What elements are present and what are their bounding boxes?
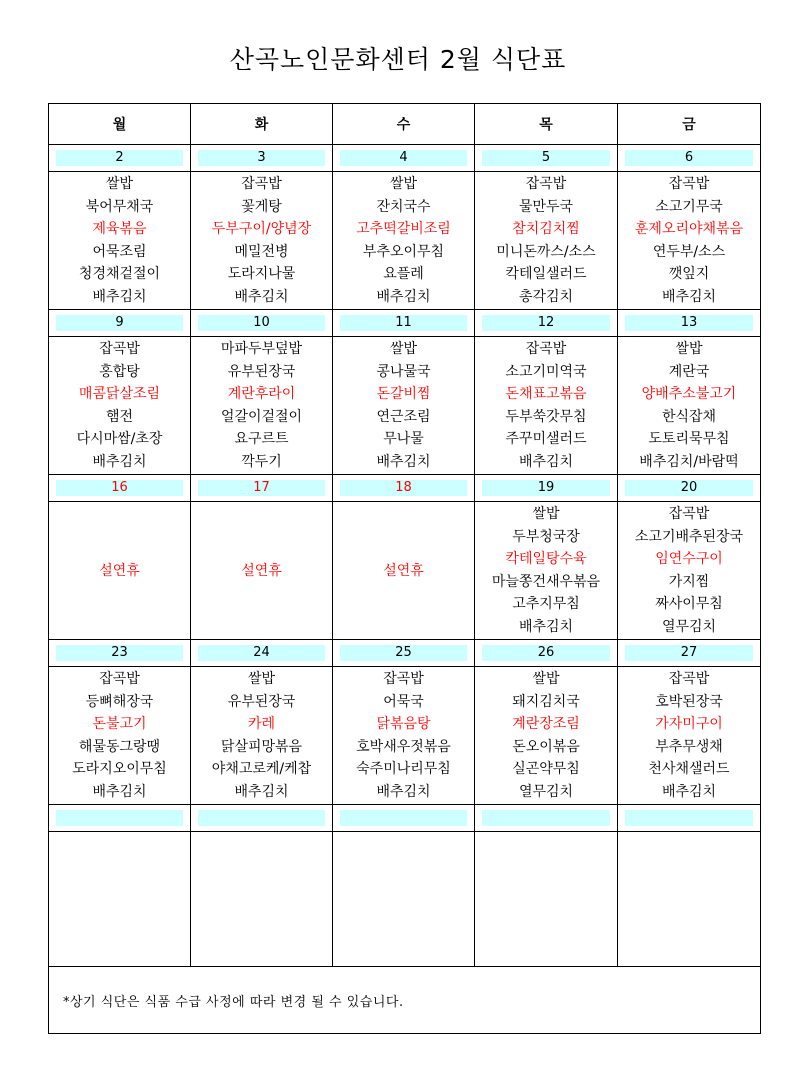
menu-cell-empty bbox=[49, 832, 191, 967]
menu-item: 잡곡밥 bbox=[525, 341, 567, 357]
date-cell bbox=[618, 475, 761, 502]
menu-item: 숙주미나리무침 bbox=[356, 761, 451, 777]
menu-cell bbox=[191, 667, 333, 805]
menu-item: 마늘쫑건새우볶음 bbox=[491, 573, 601, 590]
menu-item: 어묵조림 bbox=[92, 243, 147, 260]
main-dish: 참치김치찜 bbox=[512, 221, 580, 237]
menu-item: 청경채겉절이 bbox=[78, 266, 161, 282]
date-cell-empty bbox=[475, 805, 618, 832]
menu-item: 천사채샐러드 bbox=[648, 761, 730, 777]
menu-item: 두부쑥갓무침 bbox=[505, 408, 587, 425]
menu-item: 쌀밥 bbox=[532, 671, 560, 687]
main-dish: 가자미구이 bbox=[655, 716, 723, 732]
date-row bbox=[49, 475, 761, 502]
menu-item: 배추김치 bbox=[376, 783, 431, 800]
menu-item: 연근조림 bbox=[376, 408, 431, 425]
date-bar-empty bbox=[56, 810, 183, 826]
date-row bbox=[49, 145, 761, 172]
date-label: 5 bbox=[482, 150, 610, 166]
date-cell-empty bbox=[333, 805, 475, 832]
date-label: 4 bbox=[340, 150, 467, 166]
menu-item: 돼지김치국 bbox=[512, 693, 580, 710]
date-row bbox=[49, 310, 761, 337]
menu-cell bbox=[191, 502, 333, 640]
menu-cell bbox=[618, 502, 761, 640]
date-label: 12 bbox=[482, 315, 610, 331]
menu-cell bbox=[618, 667, 761, 805]
menu-item: 칵테일샐러드 bbox=[505, 266, 587, 282]
menu-item: 깻잎지 bbox=[668, 266, 710, 282]
menu-item: 총각김치 bbox=[518, 288, 574, 305]
main-dish: 닭볶음탕 bbox=[376, 716, 431, 732]
menu-item: 돈오이볶음 bbox=[512, 738, 580, 755]
date-label: 18 bbox=[340, 480, 467, 496]
date-label: 17 bbox=[198, 480, 325, 496]
menu-item: 잡곡밥 bbox=[668, 176, 710, 192]
menu-item: 소고기배추된장국 bbox=[634, 528, 744, 545]
date-label: 26 bbox=[482, 645, 610, 661]
menu-item: 부추무생채 bbox=[655, 738, 723, 755]
date-cell bbox=[191, 310, 333, 337]
weekday-header-thu: 목 bbox=[475, 104, 618, 145]
main-dish: 두부구이/양념장 bbox=[211, 221, 312, 237]
menu-item: 쌀밥 bbox=[532, 506, 560, 522]
menu-item: 마파두부덮밥 bbox=[220, 341, 303, 357]
weekday-header-wed: 수 bbox=[333, 104, 475, 145]
note-cell bbox=[49, 967, 761, 1034]
holiday-label: 설연휴 bbox=[241, 562, 282, 579]
menu-cell-empty bbox=[618, 832, 761, 967]
date-label: 9 bbox=[56, 315, 183, 331]
menu-item: 얼갈이겉절이 bbox=[220, 408, 303, 425]
menu-item: 미니돈까스/소스 bbox=[496, 243, 596, 260]
menu-item: 실곤약무침 bbox=[512, 761, 580, 777]
menu-row bbox=[49, 667, 761, 805]
menu-row-empty bbox=[49, 832, 761, 967]
menu-item: 꽃게탕 bbox=[241, 198, 282, 215]
menu-cell bbox=[475, 172, 618, 310]
menu-item: 가지찜 bbox=[668, 573, 710, 590]
main-dish: 계란장조림 bbox=[512, 716, 580, 732]
menu-item: 요구르트 bbox=[234, 431, 289, 447]
main-dish: 돈불고기 bbox=[92, 716, 147, 732]
main-dish: 훈제오리야채볶음 bbox=[634, 221, 744, 237]
menu-item: 잡곡밥 bbox=[99, 671, 140, 687]
menu-item: 짜사이무침 bbox=[655, 596, 723, 612]
menu-item: 쌀밥 bbox=[389, 341, 418, 357]
weekday-header-mon: 월 bbox=[49, 104, 191, 145]
menu-item: 고추지무침 bbox=[512, 596, 580, 612]
date-cell bbox=[618, 310, 761, 337]
menu-item: 열무김치 bbox=[518, 783, 574, 800]
date-label: 16 bbox=[56, 480, 183, 496]
menu-item: 한식잡채 bbox=[661, 408, 717, 425]
date-label: 19 bbox=[482, 480, 610, 496]
menu-item: 부추오이무침 bbox=[362, 243, 445, 260]
menu-item: 호박새우젓볶음 bbox=[356, 738, 451, 755]
menu-cell bbox=[333, 337, 475, 475]
date-label: 3 bbox=[198, 150, 325, 166]
date-cell bbox=[191, 640, 333, 667]
date-cell bbox=[49, 310, 191, 337]
menu-item: 닭살피망볶음 bbox=[220, 738, 303, 755]
date-cell bbox=[475, 475, 618, 502]
holiday-label: 설연휴 bbox=[383, 562, 424, 579]
date-cell bbox=[49, 475, 191, 502]
footnote: *상기 식단은 식품 수급 사정에 따라 변경 될 수 있습니다. bbox=[63, 994, 404, 1010]
menu-row bbox=[49, 172, 761, 310]
holiday-label: 설연휴 bbox=[99, 562, 140, 579]
main-dish: 제육볶음 bbox=[92, 221, 147, 237]
date-cell bbox=[49, 145, 191, 172]
menu-item: 배추김치/바람떡 bbox=[639, 453, 739, 470]
menu-item: 유부된장국 bbox=[227, 693, 296, 710]
main-dish: 계란후라이 bbox=[227, 386, 296, 402]
date-cell bbox=[618, 640, 761, 667]
menu-cell bbox=[49, 337, 191, 475]
main-dish: 임연수구이 bbox=[655, 551, 723, 567]
menu-item: 잡곡밥 bbox=[525, 176, 567, 192]
date-label: 2 bbox=[56, 150, 183, 166]
menu-item: 배추김치 bbox=[376, 288, 431, 305]
date-label: 23 bbox=[56, 645, 183, 661]
menu-item: 잔치국수 bbox=[376, 198, 431, 215]
main-dish: 돈채표고볶음 bbox=[505, 386, 587, 402]
date-label: 25 bbox=[340, 645, 467, 661]
menu-cell bbox=[333, 502, 475, 640]
menu-cell bbox=[475, 667, 618, 805]
menu-cell-empty bbox=[191, 832, 333, 967]
menu-cell bbox=[191, 337, 333, 475]
weekday-header-tue: 화 bbox=[191, 104, 333, 145]
date-row bbox=[49, 640, 761, 667]
date-cell-empty bbox=[49, 805, 191, 832]
main-dish: 양배추소불고기 bbox=[641, 386, 737, 402]
date-label: 10 bbox=[198, 315, 325, 331]
date-cell bbox=[191, 475, 333, 502]
menu-item: 호박된장국 bbox=[655, 693, 723, 710]
date-cell bbox=[333, 145, 475, 172]
main-dish: 매콤닭살조림 bbox=[78, 386, 161, 402]
date-cell bbox=[191, 145, 333, 172]
menu-cell bbox=[475, 337, 618, 475]
menu-item: 야채고로케/케찹 bbox=[211, 761, 312, 777]
menu-row bbox=[49, 337, 761, 475]
main-dish: 고추떡갈비조림 bbox=[356, 221, 451, 237]
menu-item: 다시마쌈/초장 bbox=[76, 431, 163, 447]
main-dish: 카레 bbox=[247, 716, 276, 732]
menu-item: 잡곡밥 bbox=[241, 176, 282, 192]
main-dish: 칵테일탕수육 bbox=[505, 551, 587, 567]
weekday-header-row bbox=[49, 104, 761, 145]
menu-item: 소고기무국 bbox=[655, 198, 723, 215]
menu-cell bbox=[49, 502, 191, 640]
menu-cell-empty bbox=[475, 832, 618, 967]
menu-item: 주꾸미샐러드 bbox=[505, 431, 587, 447]
menu-item: 두부청국장 bbox=[512, 528, 580, 545]
date-cell bbox=[475, 310, 618, 337]
date-label: 13 bbox=[625, 315, 753, 331]
date-cell-empty bbox=[618, 805, 761, 832]
date-label: 24 bbox=[198, 645, 325, 661]
date-label: 6 bbox=[625, 150, 753, 166]
date-bar-empty bbox=[482, 810, 610, 826]
weekday-header-fri: 금 bbox=[618, 104, 761, 145]
menu-item: 도토리묵무침 bbox=[648, 431, 730, 447]
menu-item: 햄전 bbox=[105, 408, 134, 425]
menu-item: 어묵국 bbox=[383, 693, 424, 710]
menu-item: 배추김치 bbox=[92, 288, 147, 305]
menu-item: 잡곡밥 bbox=[668, 671, 710, 687]
menu-table bbox=[48, 103, 761, 1034]
date-cell bbox=[333, 475, 475, 502]
menu-item: 쌀밥 bbox=[675, 341, 703, 357]
date-cell bbox=[475, 145, 618, 172]
menu-cell bbox=[49, 172, 191, 310]
date-cell bbox=[333, 640, 475, 667]
menu-item: 배추김치 bbox=[661, 783, 717, 800]
menu-item: 잡곡밥 bbox=[99, 341, 140, 357]
menu-item: 해물동그랑땡 bbox=[78, 738, 161, 755]
menu-item: 배추김치 bbox=[376, 453, 431, 470]
date-cell bbox=[333, 310, 475, 337]
menu-item: 배추김치 bbox=[234, 783, 289, 800]
date-cell-empty bbox=[191, 805, 333, 832]
menu-item: 배추김치 bbox=[518, 453, 574, 470]
date-label: 27 bbox=[625, 645, 753, 661]
menu-item: 잡곡밥 bbox=[383, 671, 424, 687]
menu-cell bbox=[618, 337, 761, 475]
menu-item: 열무김치 bbox=[661, 618, 717, 635]
menu-item: 홍합탕 bbox=[99, 363, 140, 380]
menu-item: 콩나물국 bbox=[376, 363, 431, 380]
menu-cell-empty bbox=[333, 832, 475, 967]
menu-item: 메밀전병 bbox=[234, 243, 289, 260]
menu-item: 도라지나물 bbox=[227, 266, 296, 282]
menu-item: 배추김치 bbox=[518, 618, 574, 635]
date-label: 11 bbox=[340, 315, 467, 331]
date-cell bbox=[475, 640, 618, 667]
date-bar-empty bbox=[198, 810, 325, 826]
date-label: 20 bbox=[625, 480, 753, 496]
menu-item: 쌀밥 bbox=[389, 176, 418, 192]
menu-item: 쌀밥 bbox=[247, 671, 276, 687]
menu-item: 물만두국 bbox=[518, 198, 574, 215]
date-row-empty bbox=[49, 805, 761, 832]
menu-cell bbox=[49, 667, 191, 805]
date-bar-empty bbox=[340, 810, 467, 826]
menu-cell bbox=[618, 172, 761, 310]
menu-item: 요플레 bbox=[383, 266, 424, 282]
menu-item: 북어무채국 bbox=[85, 198, 154, 215]
menu-item: 잡곡밥 bbox=[668, 506, 710, 522]
menu-item: 유부된장국 bbox=[227, 363, 296, 380]
menu-item: 배추김치 bbox=[234, 288, 289, 305]
menu-cell bbox=[191, 172, 333, 310]
menu-item: 배추김치 bbox=[92, 453, 147, 470]
date-cell bbox=[49, 640, 191, 667]
menu-item: 등뼈해장국 bbox=[85, 693, 154, 710]
note-row bbox=[49, 967, 761, 1034]
menu-item: 쌀밥 bbox=[105, 176, 134, 192]
menu-item: 깍두기 bbox=[241, 453, 282, 470]
menu-item: 소고기미역국 bbox=[505, 363, 587, 380]
menu-item: 계란국 bbox=[668, 363, 710, 380]
menu-item: 연두부/소스 bbox=[652, 243, 726, 260]
menu-item: 배추김치 bbox=[92, 783, 147, 800]
menu-item: 도라지오이무침 bbox=[72, 761, 167, 777]
menu-cell bbox=[475, 502, 618, 640]
date-cell bbox=[618, 145, 761, 172]
date-bar-empty bbox=[625, 810, 753, 826]
menu-row bbox=[49, 502, 761, 640]
menu-item: 무나물 bbox=[383, 431, 424, 447]
menu-cell bbox=[333, 172, 475, 310]
main-dish: 돈갈비찜 bbox=[376, 386, 431, 402]
page-title: 산곡노인문화센터 2월 식단표 bbox=[229, 45, 567, 74]
menu-item: 배추김치 bbox=[661, 288, 717, 305]
menu-cell bbox=[333, 667, 475, 805]
